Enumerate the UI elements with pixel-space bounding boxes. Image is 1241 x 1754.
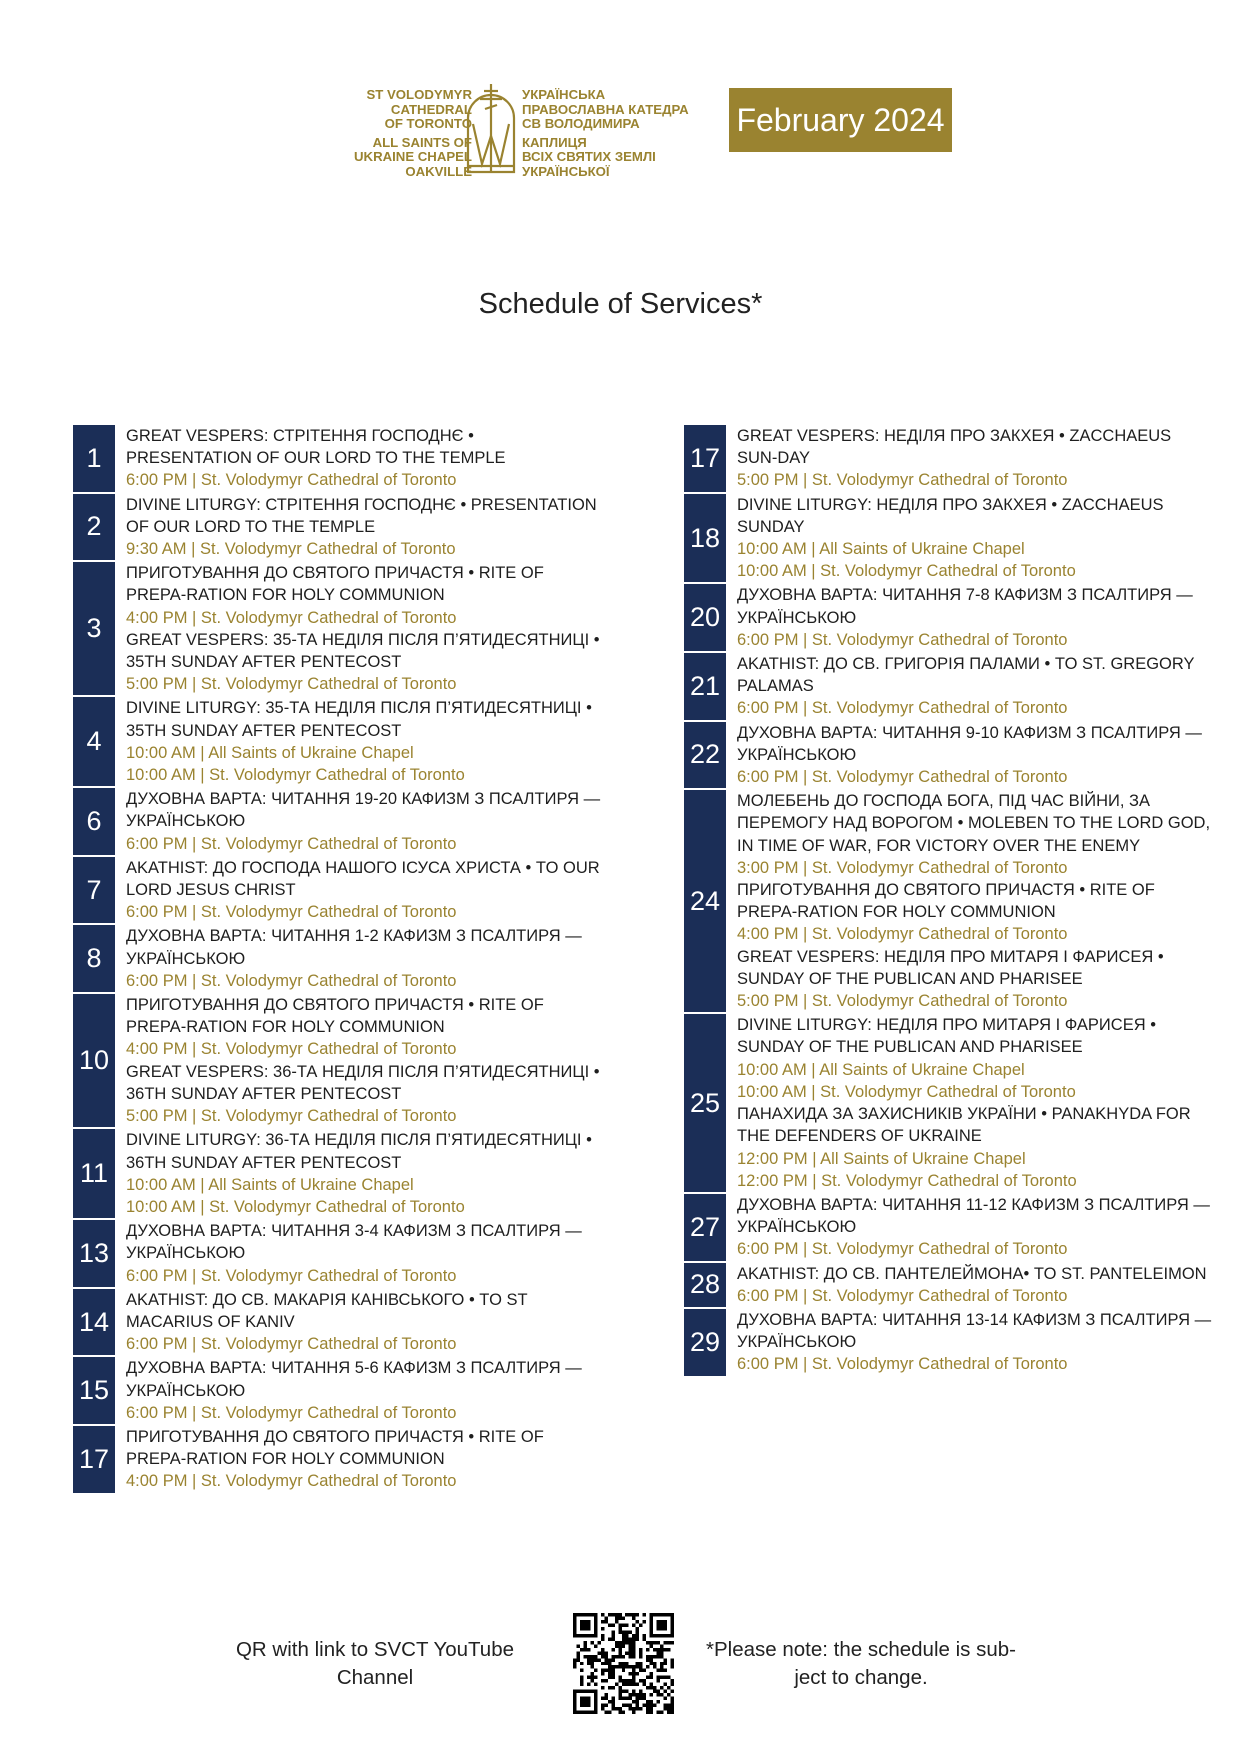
day-events [726,790,1214,1012]
day-events [115,994,603,1127]
service-title: ДУХОВНА ВАРТА: ЧИТАННЯ 1-2 КАФИЗМ З ПСАЛТИРЯ — УКРАЇНСЬКОЮ [126,927,582,968]
service-title: DIVINE LITURGY: 35-ТА НЕДІЛЯ ПІСЛЯ П’ЯТИДЕСЯТНИЦІ • 35TH SUNDAY AFTER PENTECOST [126,699,592,740]
service-time-location: 5:00 PM | St. Volodymyr Cathedral of Toronto [737,471,1068,490]
service-title: DIVINE LITURGY: 36-ТА НЕДІЛЯ ПІСЛЯ П’ЯТИДЕСЯТНИЦІ • 36TH SUNDAY AFTER PENTECOST [126,1131,592,1172]
day-number: 29 [684,1309,726,1376]
service-title: ДУХОВНА ВАРТА: ЧИТАННЯ 3-4 КАФИЗМ З ПСАЛТИРЯ — УКРАЇНСЬКОЮ [126,1222,582,1263]
day-events [115,857,603,924]
service-title: ДУХОВНА ВАРТА: ЧИТАННЯ 13-14 КАФИЗМ З ПСАЛТИРЯ — УКРАЇНСЬКОЮ [737,1310,1212,1352]
service-time-location: 6:00 PM | St. Volodymyr Cathedral of Toronto [126,1335,457,1354]
schedule-day-4 [73,697,603,786]
day-number: 28 [684,1263,726,1307]
service-title: ДУХОВНА ВАРТА: ЧИТАННЯ 9-10 КАФИЗМ З ПСАЛТИРЯ — УКРАЇНСЬКОЮ [737,723,1202,764]
service-time-location: 10:00 AM | All Saints of Ukraine Chapel [737,1060,1025,1079]
schedule-day-21 [684,653,1214,720]
service-title: DIVINE LITURGY: НЕДІЛЯ ПРО ЗАКХЕЯ • ZACCHAEUS SUNDAY [737,495,1164,536]
day-events [726,1309,1214,1376]
schedule-day-20 [684,584,1214,651]
schedule-day-17 [684,425,1214,492]
service-title: DIVINE LITURGY: СТРІТЕННЯ ГОСПОДНЄ • PRESENTATION OF OUR LORD TO THE TEMPLE [126,495,597,536]
schedule-day-2 [73,494,603,561]
schedule-day-7 [73,857,603,924]
service-time-location: 6:00 PM | St. Volodymyr Cathedral of Toronto [737,1286,1068,1305]
schedule-day-25 [684,1014,1214,1192]
service-time-location: 4:00 PM | St. Volodymyr Cathedral of Toronto [737,925,1068,944]
day-number: 11 [73,1129,115,1218]
service-title: GREAT VESPERS: 35-ТА НЕДІЛЯ ПІСЛЯ П’ЯТИДЕСЯТНИЦІ • 35TH SUNDAY AFTER PENTECOST [126,630,600,672]
day-number: 24 [684,790,726,1012]
day-number: 6 [73,788,115,855]
day-number: 3 [73,562,115,695]
service-time-location: 10:00 AM | St. Volodymyr Cathedral of Toronto [126,766,465,785]
youtube-qr-code-icon[interactable] [573,1613,674,1714]
day-events [726,494,1214,583]
service-time-location: 12:00 PM | St. Volodymyr Cathedral of Toronto [737,1171,1077,1190]
day-number: 1 [73,425,115,492]
service-time-location: 6:00 PM | St. Volodymyr Cathedral of Toronto [126,1403,457,1422]
service-title: DIVINE LITURGY: НЕДІЛЯ ПРО МИТАРЯ І ФАРИСЕЯ • SUNDAY OF THE PUBLICAN AND PHARISEE [737,1016,1156,1057]
day-number: 17 [684,425,726,492]
service-title: ДУХОВНА ВАРТА: ЧИТАННЯ 11-12 КАФИЗМ З ПСАЛТИРЯ — УКРАЇНСЬКОЮ [737,1195,1210,1237]
service-title: ДУХОВНА ВАРТА: ЧИТАННЯ 19-20 КАФИЗМ З ПСАЛТИРЯ — УКРАЇНСЬКОЮ [126,790,601,831]
day-events [115,425,603,492]
day-events [726,1014,1214,1192]
schedule-note: *Please note: the schedule is sub-ject to change. [706,1638,1016,1689]
day-number: 21 [684,653,726,720]
service-title: ПРИГОТУВАННЯ ДО СВЯТОГО ПРИЧАСТЯ • RITE OF PREPA-RATION FOR HOLY COMMUNION [126,996,544,1037]
service-time-location: 6:00 PM | St. Volodymyr Cathedral of Toronto [737,768,1068,787]
day-number: 20 [684,584,726,651]
service-title: МОЛЕБЕНЬ ДО ГОСПОДА БОГА, ПІД ЧАС ВІЙНИ, ЗА ПЕРЕМОГУ НАД ВОРОГОМ • MOLEBEN TO THE LORD GOD, IN TIME OF WAR, FOR VICTORY OVER THE ENEMY [737,792,1211,855]
service-title: GREAT VESPERS: 36-ТА НЕДІЛЯ ПІСЛЯ П’ЯТИДЕСЯТНИЦІ • 36TH SUNDAY AFTER PENTECOST [126,1062,600,1103]
day-events [115,1426,603,1493]
service-time-location: 4:00 PM | St. Volodymyr Cathedral of Toronto [126,1472,457,1491]
service-time-location: 4:00 PM | St. Volodymyr Cathedral of Toronto [126,608,457,627]
day-number: 7 [73,857,115,924]
service-time-location: 4:00 PM | St. Volodymyr Cathedral of Toronto [126,1040,457,1059]
day-number: 18 [684,494,726,583]
day-events [115,697,603,786]
schedule-day-8 [73,925,603,992]
service-title: AKATHIST: ДО СВ. МАКАРІЯ КАНІВСЬКОГО • TO ST MACARIUS OF KANIV [126,1290,528,1331]
schedule-right-column [684,425,1214,1378]
service-title: GREAT VESPERS: НЕДІЛЯ ПРО ЗАКХЕЯ • ZACCHAEUS SUN-DAY [737,427,1172,468]
schedule-day-3 [73,562,603,695]
day-events [115,925,603,992]
qr-label: QR with link to SVCT YouTube Channel [235,1638,515,1689]
service-title: AKATHIST: ДО СВ. ПАНТЕЛЕЙМОНА• TO ST. PANTELEIMON [737,1264,1207,1283]
service-time-location: 12:00 PM | All Saints of Ukraine Chapel [737,1149,1026,1168]
service-time-location: 10:00 AM | St. Volodymyr Cathedral of Toronto [737,1082,1076,1101]
schedule-day-17 [73,1426,603,1493]
schedule-day-11 [73,1129,603,1218]
page-title: Schedule of Services* [478,288,763,320]
service-time-location: 6:00 PM | St. Volodymyr Cathedral of Toronto [126,903,457,922]
day-events [115,1357,603,1424]
day-number: 25 [684,1014,726,1192]
service-time-location: 6:00 PM | St. Volodymyr Cathedral of Toronto [126,971,457,990]
logo-ukrainian-text: УКРАЇНСЬКА ПРАВОСЛАВНА КАТЕДРА СВ ВОЛОДИМИРА КАПЛИЦЯ ВСІХ СВЯТИХ ЗЕМЛІ УКРАЇНСЬКОЇ [522,87,689,179]
service-title: AKATHIST: ДО СВ. ГРИГОРІЯ ПАЛАМИ • TO ST. GREGORY PALAMAS [737,655,1195,696]
month-badge: February 2024 [729,88,952,152]
day-events [726,722,1214,789]
service-title: ДУХОВНА ВАРТА: ЧИТАННЯ 7-8 КАФИЗМ З ПСАЛТИРЯ — УКРАЇНСЬКОЮ [737,586,1193,627]
schedule-day-29 [684,1309,1214,1376]
service-time-location: 6:00 PM | St. Volodymyr Cathedral of Toronto [737,1240,1068,1259]
service-title: ПРИГОТУВАННЯ ДО СВЯТОГО ПРИЧАСТЯ • RITE OF PREPA-RATION FOR HOLY COMMUNION [126,1427,544,1469]
logo-english-text: ST VOLODYMYR CATHEDRAL OF TORONTO ALL SAINTS OF UKRAINE CHAPEL OAKVILLE [354,87,472,179]
service-title: GREAT VESPERS: СТРІТЕННЯ ГОСПОДНЄ • PRESENTATION OF OUR LORD TO THE TEMPLE [126,427,506,468]
service-time-location: 6:00 PM | St. Volodymyr Cathedral of Toronto [737,630,1068,649]
schedule-day-24 [684,790,1214,1012]
schedule-day-14 [73,1289,603,1356]
day-events [115,494,603,561]
schedule-day-6 [73,788,603,855]
day-number: 27 [684,1194,726,1261]
day-number: 14 [73,1289,115,1356]
schedule-day-28 [684,1263,1214,1307]
service-title: ПАНАХИДА ЗА ЗАХИСНИКІВ УКРАЇНИ • PANAKHYDA FOR THE DEFENDERS OF UKRAINE [737,1105,1191,1146]
service-time-location: 10:00 AM | St. Volodymyr Cathedral of Toronto [737,562,1076,581]
schedule-day-1 [73,425,603,492]
day-events [726,1263,1214,1307]
day-events [726,653,1214,720]
service-time-location: 6:00 PM | St. Volodymyr Cathedral of Toronto [126,471,457,490]
service-title: ПРИГОТУВАННЯ ДО СВЯТОГО ПРИЧАСТЯ • RITE OF PREPA-RATION FOR HOLY COMMUNION [126,564,544,605]
schedule-day-13 [73,1220,603,1287]
day-number: 17 [73,1426,115,1493]
day-events [115,1289,603,1356]
service-time-location: 10:00 AM | All Saints of Ukraine Chapel [126,743,414,762]
service-time-location: 10:00 AM | St. Volodymyr Cathedral of Toronto [126,1197,465,1216]
service-time-location: 5:00 PM | St. Volodymyr Cathedral of Toronto [126,675,457,694]
service-time-location: 10:00 AM | All Saints of Ukraine Chapel [126,1175,414,1194]
service-time-location: 5:00 PM | St. Volodymyr Cathedral of Toronto [737,992,1068,1011]
day-events [726,425,1214,492]
service-title: ДУХОВНА ВАРТА: ЧИТАННЯ 5-6 КАФИЗМ З ПСАЛТИРЯ — УКРАЇНСЬКОЮ [126,1359,582,1400]
service-time-location: 6:00 PM | St. Volodymyr Cathedral of Toronto [126,1266,457,1285]
day-number: 8 [73,925,115,992]
schedule-day-27 [684,1194,1214,1261]
service-time-location: 6:00 PM | St. Volodymyr Cathedral of Toronto [126,834,457,853]
service-title: GREAT VESPERS: НЕДІЛЯ ПРО МИТАРЯ І ФАРИСЕЯ • SUNDAY OF THE PUBLICAN AND PHARISEE [737,947,1164,988]
service-time-location: 9:30 AM | St. Volodymyr Cathedral of Toronto [126,540,456,559]
service-time-location: 6:00 PM | St. Volodymyr Cathedral of Toronto [737,1355,1068,1374]
schedule-left-column [73,425,603,1495]
day-number: 13 [73,1220,115,1287]
service-time-location: 3:00 PM | St. Volodymyr Cathedral of Toronto [737,858,1068,877]
schedule-day-22 [684,722,1214,789]
service-time-location: 5:00 PM | St. Volodymyr Cathedral of Toronto [126,1107,457,1126]
service-title: ПРИГОТУВАННЯ ДО СВЯТОГО ПРИЧАСТЯ • RITE OF PREPA-RATION FOR HOLY COMMUNION [737,881,1155,922]
church-logo [340,82,690,179]
day-events [726,584,1214,651]
schedule-day-18 [684,494,1214,583]
service-time-location: 10:00 AM | All Saints of Ukraine Chapel [737,540,1025,559]
service-time-location: 6:00 PM | St. Volodymyr Cathedral of Toronto [737,699,1068,718]
day-number: 4 [73,697,115,786]
day-events [726,1194,1214,1261]
day-number: 10 [73,994,115,1127]
day-events [115,1220,603,1287]
cathedral-emblem-icon [464,82,518,174]
day-events [115,788,603,855]
day-events [115,1129,603,1218]
schedule-day-15 [73,1357,603,1424]
day-events [115,562,603,695]
day-number: 2 [73,494,115,561]
service-title: AKATHIST: ДО ГОСПОДА НАШОГО ІСУСА ХРИСТА • TO OUR LORD JESUS CHRIST [126,858,600,900]
schedule-day-10 [73,994,603,1127]
day-number: 22 [684,722,726,789]
day-number: 15 [73,1357,115,1424]
